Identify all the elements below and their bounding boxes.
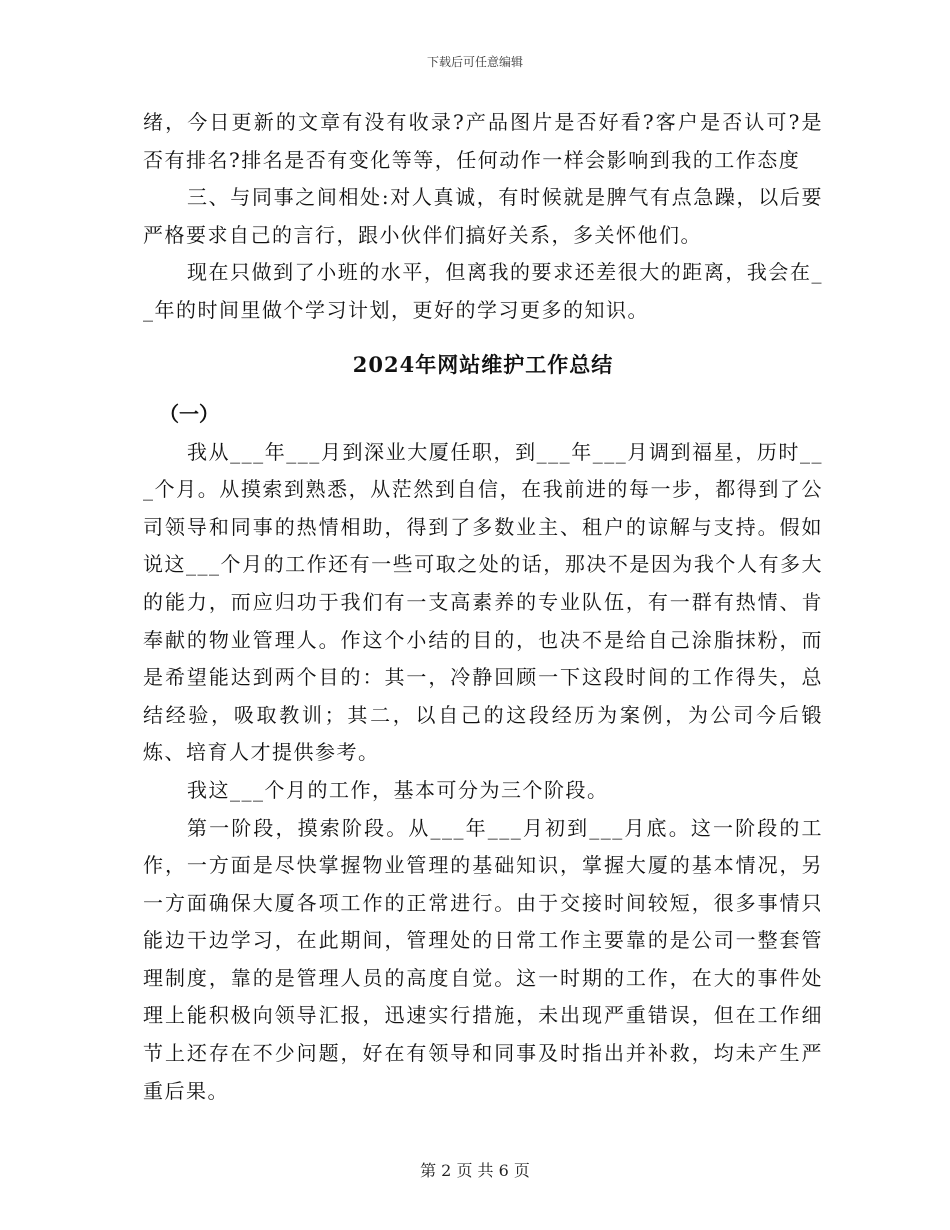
paragraph-stage-one: 第一阶段，摸索阶段。从___年___月初到___月底。这一阶段的工作，一方面是尽快掌握物业管理的基础知识，掌握大厦的基本情况，另一方面确保大厦各项工作的正常进行。由于交接时间较短，很多事情只能边干边学习，在此期间，管理处的日常工作主要靠的是公司一整套管理制度，靠的是管理人员的高度自觉。这一时期的工作，在大的事件处理上能积极向领导汇报，迅速实行措施，未出现严重错误，但在工作细节上还存在不少问题，好在有领导和同事及时指出并补救，均未产生严重后果。 — [143, 815, 823, 1103]
document-body — [143, 104, 823, 1110]
section-subheading: （一） — [159, 401, 219, 426]
paragraph-colleagues: 三、与同事之间相处:对人真诚，有时候就是脾气有点急躁，以后要严格要求自己的言行，跟小伙伴们搞好关系，多关怀他们。 — [143, 185, 823, 247]
page-header-note: 下载后可任意编辑 — [426, 55, 523, 69]
page-number: 第 2 页 共 6 页 — [420, 1161, 530, 1180]
paragraph-three-stages: 我这___个月的工作，基本可分为三个阶段。 — [187, 777, 609, 802]
paragraph-intro: 我从___年___月到深业大厦任职，到___年___月调到福星，历时___个月。从摸索到熟悉，从茫然到自信，在我前进的每一步，都得到了公司领导和同事的热情相助，得到了多数业主、租户的谅解与支持。假如说这___个月的工作还有一些可取之处的话，那决不是因为我个人有多大的能力，而应归功于我们有一支高素养的专业队伍，有一群有热情、肯奉献的物业管理人。作这个小结的目的，也决不是给自己涂脂抹粉，而是希望能达到两个目的：其一，冷静回顾一下这段时间的工作得失，总结经验，吸取教训；其二，以自己的这段经历为案例，为公司今后锻炼、培育人才提供参考。 — [143, 439, 823, 765]
paragraph-continuation: 绪，今日更新的文章有没有收录?产品图片是否好看?客户是否认可?是否有排名?排名是否有变化等等，任何动作一样会影响到我的工作态度 — [143, 110, 823, 172]
section-title: 2024年网站维护工作总结 — [352, 351, 614, 377]
paragraph-study-plan: 现在只做到了小班的水平，但离我的要求还差很大的距离，我会在__年的时间里做个学习计划，更好的学习更多的知识。 — [143, 260, 823, 322]
